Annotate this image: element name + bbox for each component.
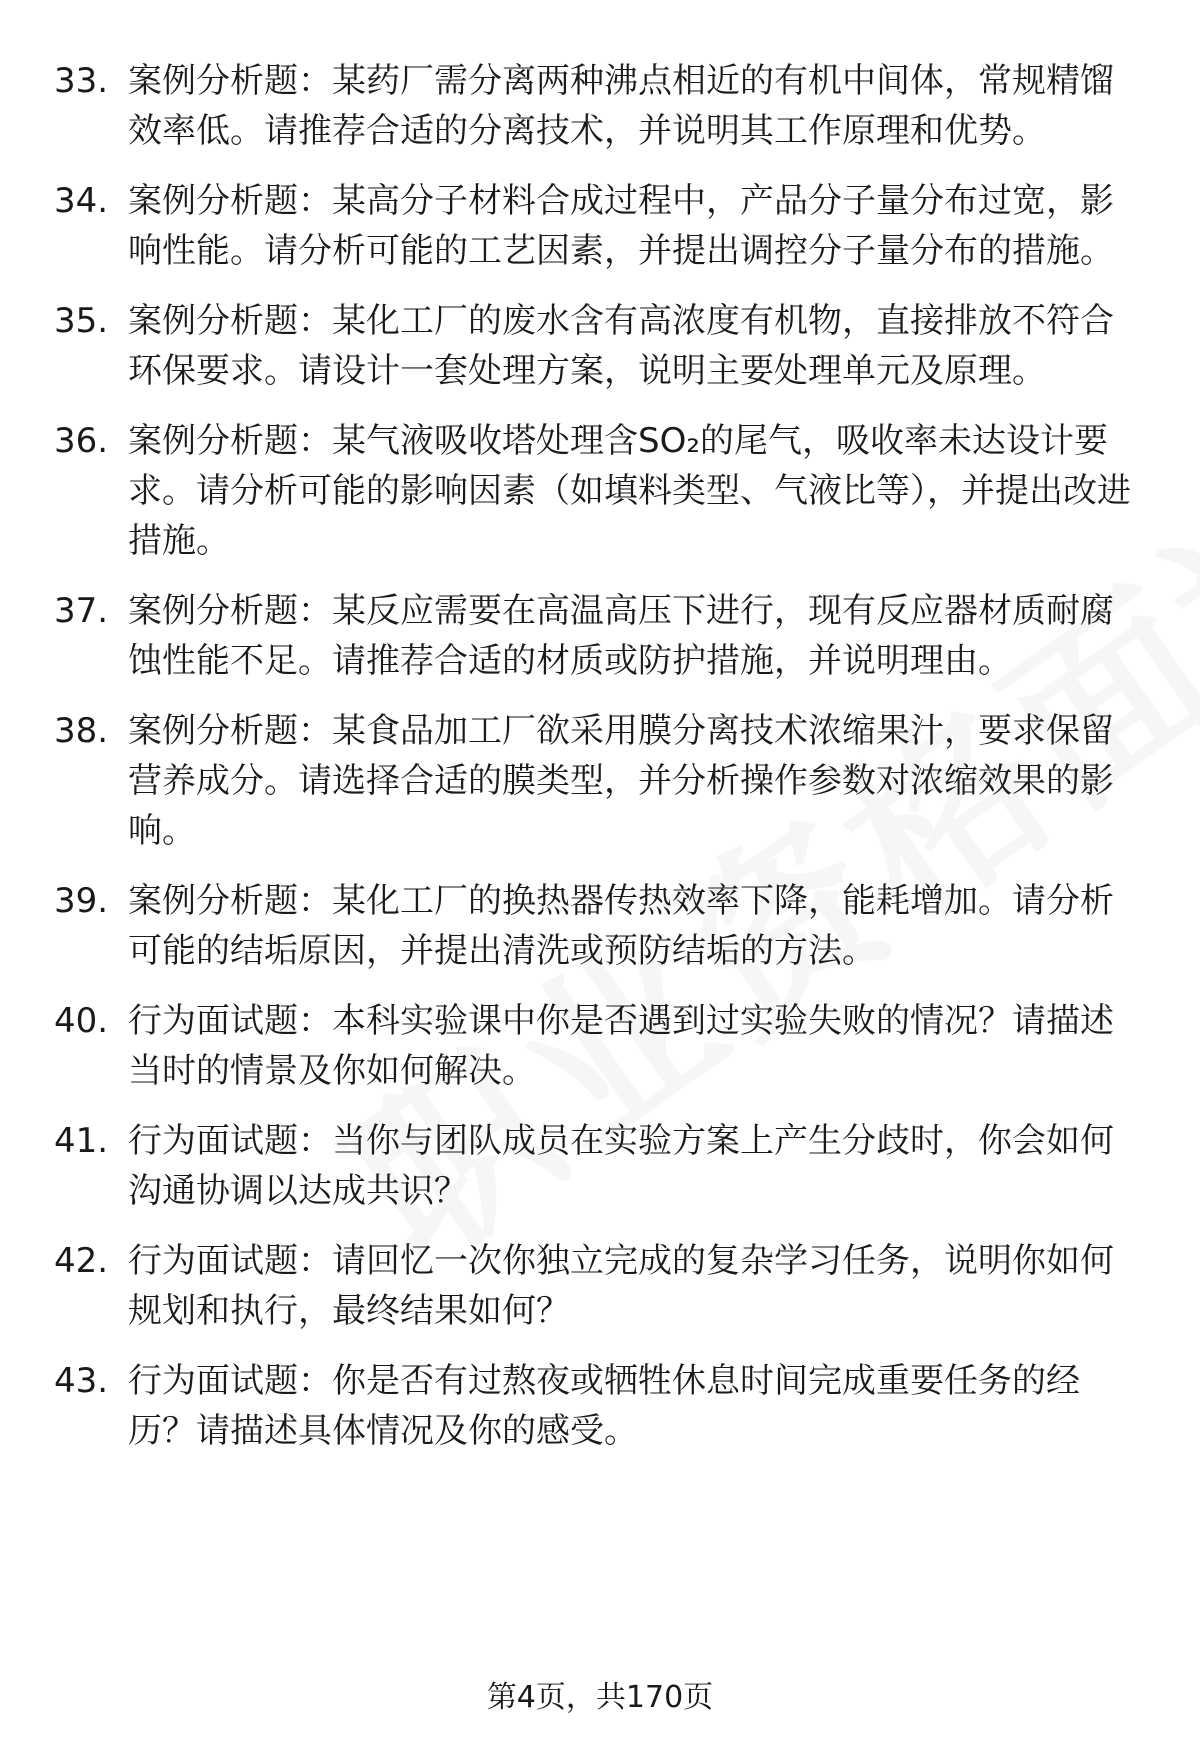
question-item — [0, 876, 1200, 976]
question-number: 42. — [54, 1241, 109, 1281]
question-text: 行为面试题：本科实验课中你是否遇到过实验失败的情况？请描述当时的情景及你如何解决。 — [128, 1001, 1114, 1091]
question-number: 38. — [54, 711, 109, 751]
question-text: 行为面试题：你是否有过熬夜或牺牲休息时间完成重要任务的经历？请描述具体情况及你的感受。 — [128, 1361, 1080, 1451]
question-item — [0, 996, 1200, 1096]
question-item — [0, 1356, 1200, 1456]
question-item — [0, 56, 1200, 156]
question-number: 37. — [54, 591, 109, 631]
question-number: 41. — [54, 1121, 109, 1161]
question-text: 案例分析题：某气液吸收塔处理含SO₂的尾气，吸收率未达设计要求。请分析可能的影响因素（如填料类型、气液比等），并提出改进措施。 — [128, 421, 1131, 561]
question-item — [0, 1116, 1200, 1216]
question-number: 43. — [54, 1361, 109, 1401]
question-text: 行为面试题：请回忆一次你独立完成的复杂学习任务，说明你如何规划和执行，最终结果如何？ — [128, 1241, 1114, 1331]
question-number: 39. — [54, 881, 109, 921]
question-text: 案例分析题：某反应需要在高温高压下进行，现有反应器材质耐腐蚀性能不足。请推荐合适的材质或防护措施，并说明理由。 — [128, 591, 1114, 681]
question-text: 案例分析题：某食品加工厂欲采用膜分离技术浓缩果汁，要求保留营养成分。请选择合适的膜类型，并分析操作参数对浓缩效果的影响。 — [128, 711, 1114, 851]
question-item — [0, 1236, 1200, 1336]
question-text: 案例分析题：某高分子材料合成过程中，产品分子量分布过宽，影响性能。请分析可能的工艺因素，并提出调控分子量分布的措施。 — [128, 181, 1114, 271]
page-footer: 第4页，共170页 — [486, 1680, 714, 1715]
question-item — [0, 176, 1200, 276]
question-text: 案例分析题：某化工厂的换热器传热效率下降，能耗增加。请分析可能的结垢原因，并提出清洗或预防结垢的方法。 — [128, 881, 1114, 971]
question-number: 36. — [54, 421, 109, 461]
question-text: 案例分析题：某化工厂的废水含有高浓度有机物，直接排放不符合环保要求。请设计一套处理方案，说明主要处理单元及原理。 — [128, 301, 1114, 391]
question-number: 35. — [54, 301, 109, 341]
question-item — [0, 416, 1200, 566]
question-text: 行为面试题：当你与团队成员在实验方案上产生分歧时，你会如何沟通协调以达成共识？ — [128, 1121, 1114, 1211]
question-item — [0, 586, 1200, 686]
question-item — [0, 706, 1200, 856]
question-number: 40. — [54, 1001, 109, 1041]
question-number: 33. — [54, 61, 109, 101]
question-item — [0, 296, 1200, 396]
question-number: 34. — [54, 181, 109, 221]
question-text: 案例分析题：某药厂需分离两种沸点相近的有机中间体，常规精馏效率低。请推荐合适的分离技术，并说明其工作原理和优势。 — [128, 61, 1114, 151]
